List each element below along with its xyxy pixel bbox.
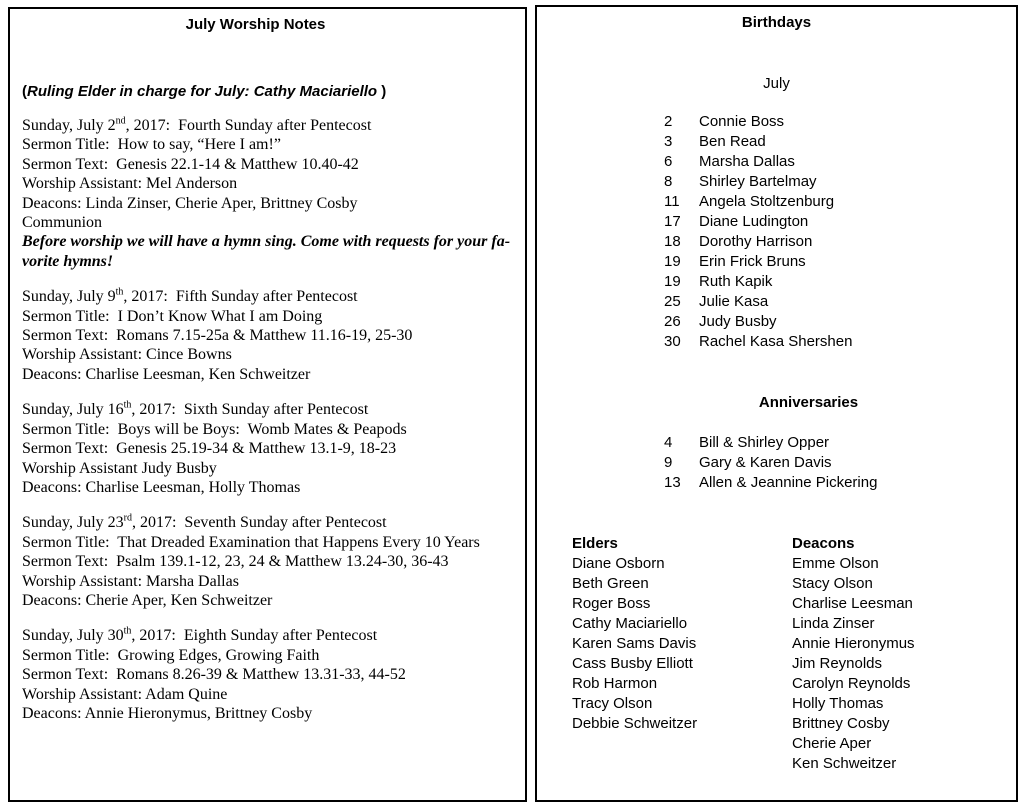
anniversaries-title: Anniversaries <box>758 394 859 411</box>
service-date-ordinal: th <box>115 286 124 298</box>
service-date-rest: , 2017: Eighth Sunday after Pentecost <box>131 627 378 645</box>
deacon-name: Cherie Aper <box>792 735 872 752</box>
month-label: July <box>763 75 790 92</box>
birthday-day: 6 <box>664 153 673 170</box>
birthday-day: 26 <box>664 313 681 330</box>
elder-name: Beth Green <box>572 575 649 592</box>
birthday-row <box>664 152 1006 172</box>
hymn-sing-note-line-1: Before worship we will have a hymn sing. Come with requests for your fa- <box>22 233 511 251</box>
birthday-name: Rachel Kasa Shershen <box>699 333 853 350</box>
birthday-day: 8 <box>664 173 673 190</box>
deacons-line: Deacons: Annie Hieronymus, Brittney Cosby <box>22 704 313 722</box>
anniversary-row <box>664 453 1006 473</box>
birthday-day: 19 <box>664 253 681 270</box>
elder-name: Roger Boss <box>572 595 651 612</box>
birthday-row <box>664 272 1006 292</box>
anniversary-name: Gary & Karen Davis <box>699 454 832 471</box>
birthday-day: 11 <box>664 193 680 210</box>
birthdays-panel <box>535 5 1018 802</box>
service-date-rest: , 2017: Sixth Sunday after Pentecost <box>131 401 369 419</box>
birthday-row <box>664 252 1006 272</box>
deacon-name: Ken Schweitzer <box>792 755 897 772</box>
birthday-row <box>664 112 1006 132</box>
deacon-name: Charlise Leesman <box>792 595 913 612</box>
sermon-text-line: Sermon Text: Genesis 25.19-34 & Matthew 13.1-9, 18-23 <box>22 440 397 458</box>
birthday-day: 18 <box>664 233 681 250</box>
worship-assistant-line: Worship Assistant Judy Busby <box>22 459 217 477</box>
service-date-ordinal: nd <box>115 115 126 127</box>
sermon-title-line: Sermon Title: Growing Edges, Growing Faith <box>22 646 320 664</box>
elders-header: Elders <box>572 535 618 552</box>
birthday-name: Connie Boss <box>699 113 785 130</box>
sermon-text-line: Sermon Text: Romans 8.26-39 & Matthew 13.31-33, 44-52 <box>22 666 406 684</box>
birthday-row <box>664 212 1006 232</box>
service-date-ordinal: rd <box>123 512 132 524</box>
deacon-name: Carolyn Reynolds <box>792 675 911 692</box>
elder-name: Debbie Schweitzer <box>572 715 698 732</box>
ruling-elder-note <box>22 83 513 100</box>
worship-notes-panel <box>8 7 527 802</box>
anniversary-name: Allen & Jeannine Pickering <box>699 474 878 491</box>
birthday-name: Angela Stoltzenburg <box>699 193 835 210</box>
elder-name: Cathy Maciariello <box>572 615 688 632</box>
sermon-text-line: Sermon Text: Romans 7.15-25a & Matthew 11.16-19, 25-30 <box>22 327 413 345</box>
sermon-text-line: Sermon Text: Psalm 139.1-12, 23, 24 & Matthew 13.24-30, 36-43 <box>22 553 449 571</box>
birthdays-title: Birthdays <box>741 14 812 31</box>
birthday-row <box>664 172 1006 192</box>
anniversary-day: 4 <box>664 434 673 451</box>
deacon-name: Brittney Cosby <box>792 715 890 732</box>
sermon-text-line: Sermon Text: Genesis 22.1-14 & Matthew 10.40-42 <box>22 155 359 173</box>
ruling-elder-text: Ruling Elder in charge for July: Cathy Maciariello <box>27 83 378 100</box>
deacon-name: Jim Reynolds <box>792 655 883 672</box>
worship-assistant-line: Worship Assistant: Mel Anderson <box>22 175 238 193</box>
deacon-name: Holly Thomas <box>792 695 884 712</box>
service-date-prefix: Sunday, July 2 <box>22 117 116 134</box>
deacons-line: Deacons: Charlise Leesman, Ken Schweitzer <box>22 365 311 383</box>
birthday-name: Shirley Bartelmay <box>699 173 817 190</box>
deacons-header: Deacons <box>792 535 855 552</box>
sermon-title-line: Sermon Title: That Dreaded Examination that Happens Every 10 Years <box>22 533 480 551</box>
anniversary-name: Bill & Shirley Opper <box>699 434 830 451</box>
birthday-day: 30 <box>664 333 681 350</box>
service-block-july-30 <box>22 626 513 723</box>
service-date-prefix: Sunday, July 9 <box>22 288 116 306</box>
service-date-line <box>22 626 513 645</box>
sermon-title-line: Sermon Title: I Don’t Know What I am Doing <box>22 307 323 325</box>
anniversary-day: 13 <box>664 474 681 491</box>
anniversary-row <box>664 433 1006 453</box>
service-date-line <box>22 287 513 306</box>
deacons-line: Deacons: Charlise Leesman, Holly Thomas <box>22 478 301 496</box>
birthday-day: 25 <box>664 293 681 310</box>
deacon-name: Stacy Olson <box>792 575 873 592</box>
service-date-line <box>22 116 513 135</box>
deacons-line: Deacons: Linda Zinser, Cherie Aper, Brittney Cosby <box>22 194 358 212</box>
service-block-july-16 <box>22 400 513 497</box>
service-block-july-2 <box>22 116 513 271</box>
hymn-sing-note-line-2: vorite hymns! <box>22 252 114 270</box>
deacon-name: Emme Olson <box>792 555 879 572</box>
elder-name: Diane Osborn <box>572 555 665 572</box>
officers-roster <box>547 534 1006 774</box>
ruling-elder-close-paren: ) <box>377 83 387 100</box>
birthday-day: 2 <box>664 113 673 130</box>
sermon-title-line: Sermon Title: How to say, “Here I am!” <box>22 136 281 154</box>
elder-name: Rob Harmon <box>572 675 658 692</box>
worship-assistant-line: Worship Assistant: Marsha Dallas <box>22 572 239 590</box>
worship-assistant-line: Worship Assistant: Cince Bowns <box>22 346 232 364</box>
deacons-line: Deacons: Cherie Aper, Ken Schweitzer <box>22 591 273 609</box>
birthday-row <box>664 312 1006 332</box>
ruling-elder-open-paren: ( <box>22 83 27 100</box>
birthday-name: Judy Busby <box>699 313 777 330</box>
birthday-day: 3 <box>664 133 673 150</box>
elder-name: Tracy Olson <box>572 695 653 712</box>
elder-name: Karen Sams Davis <box>572 635 697 652</box>
birthday-day: 19 <box>664 273 681 290</box>
service-date-rest: , 2017: Fourth Sunday after Pentecost <box>125 117 372 134</box>
anniversary-list <box>547 433 1006 493</box>
service-date-rest: , 2017: Seventh Sunday after Pentecost <box>131 514 387 532</box>
service-block-july-23 <box>22 513 513 610</box>
deacons-column <box>792 534 915 774</box>
birthday-row <box>664 232 1006 252</box>
worship-assistant-line: Worship Assistant: Adam Quine <box>22 685 228 703</box>
sermon-title-line: Sermon Title: Boys will be Boys: Womb Mates & Peapods <box>22 420 407 438</box>
birthday-row <box>664 292 1006 312</box>
birthday-row <box>664 192 1006 212</box>
communion-line: Communion <box>22 214 103 232</box>
birthday-name: Marsha Dallas <box>699 153 795 170</box>
birthday-name: Diane Ludington <box>699 213 809 230</box>
service-date-prefix: Sunday, July 30 <box>22 627 124 645</box>
service-date-line <box>22 400 513 419</box>
birthday-name: Dorothy Harrison <box>699 233 813 250</box>
deacon-name: Linda Zinser <box>792 615 875 632</box>
elder-name: Cass Busby Elliott <box>572 655 693 672</box>
service-date-prefix: Sunday, July 23 <box>22 514 124 532</box>
birthday-name: Ben Read <box>699 133 766 150</box>
service-date-prefix: Sunday, July 16 <box>22 401 124 419</box>
service-date-line <box>22 513 513 532</box>
birthday-name: Erin Frick Bruns <box>699 253 806 270</box>
birthday-row <box>664 332 1006 352</box>
elders-column <box>572 534 792 774</box>
worship-notes-title: July Worship Notes <box>185 16 326 33</box>
birthday-name: Julie Kasa <box>699 293 769 310</box>
birthday-day: 17 <box>664 213 681 230</box>
anniversary-day: 9 <box>664 454 673 471</box>
anniversary-row <box>664 473 1006 493</box>
birthday-row <box>664 132 1006 152</box>
birthday-list <box>547 112 1006 352</box>
birthday-name: Ruth Kapik <box>699 273 773 290</box>
service-date-ordinal: th <box>123 626 132 638</box>
deacon-name: Annie Hieronymus <box>792 635 915 652</box>
service-block-july-9 <box>22 287 513 384</box>
service-date-rest: , 2017: Fifth Sunday after Pentecost <box>123 288 358 306</box>
service-date-ordinal: th <box>123 399 132 411</box>
